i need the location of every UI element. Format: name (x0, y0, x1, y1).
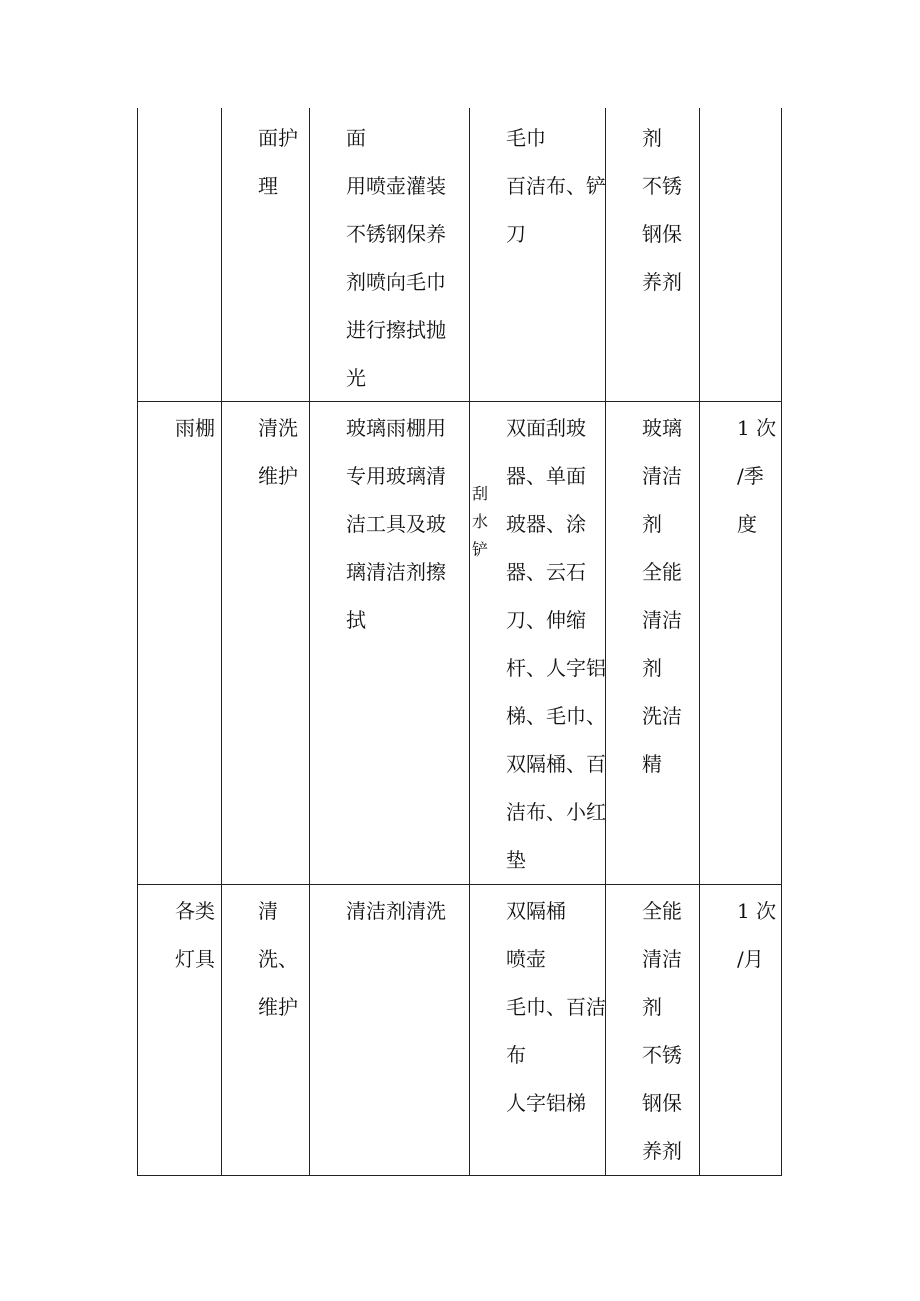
column-divider-1 (221, 108, 222, 1176)
row3-agents: 全能 清洁 剂 不锈 钢保 养剂 (642, 899, 682, 1163)
row1-tools: 毛巾 百洁布、铲 刀 (506, 126, 606, 246)
row2-location: 雨棚 (175, 416, 215, 440)
column-divider-5 (699, 108, 700, 1176)
row3-item: 清 洗、 维护 (258, 899, 298, 1019)
row2-frequency: 1 次 /季 度 (737, 416, 777, 536)
row3-method: 清洁剂清洗 (346, 899, 446, 923)
table-border-right (781, 108, 782, 1176)
row2-side-tool: 刮 水 铲 (472, 484, 489, 559)
row-divider-1 (137, 401, 782, 402)
row3-location: 各类 灯具 (175, 899, 215, 971)
row-divider-2 (137, 884, 782, 885)
row2-method: 玻璃雨棚用 专用玻璃清 洁工具及玻 璃清洁剂擦 拭 (346, 416, 446, 632)
row1-agents: 剂 不锈 钢保 养剂 (642, 126, 682, 294)
row3-tools: 双隔桶 喷壶 毛巾、百洁 布 人字铝梯 (506, 899, 606, 1115)
table-border-bottom (137, 1175, 782, 1176)
row2-agents: 玻璃 清洁 剂 全能 清洁 剂 洗洁 精 (642, 416, 682, 776)
row2-item: 清洗 维护 (258, 416, 298, 488)
row2-tools: 双面刮玻 器、单面 玻器、涂 器、云石 刀、伸缩 杆、人字铝 梯、毛巾、 双隔桶、百 洁布、小红 垫 (506, 416, 606, 872)
table-border-left (137, 108, 138, 1176)
row3-frequency: 1 次 /月 (737, 899, 777, 971)
column-divider-2 (309, 108, 310, 1176)
row1-method: 面 用喷壶灌装 不锈钢保养 剂喷向毛巾 进行擦拭抛 光 (346, 126, 446, 390)
row1-item: 面护 理 (258, 126, 298, 198)
column-divider-3 (469, 108, 470, 1176)
